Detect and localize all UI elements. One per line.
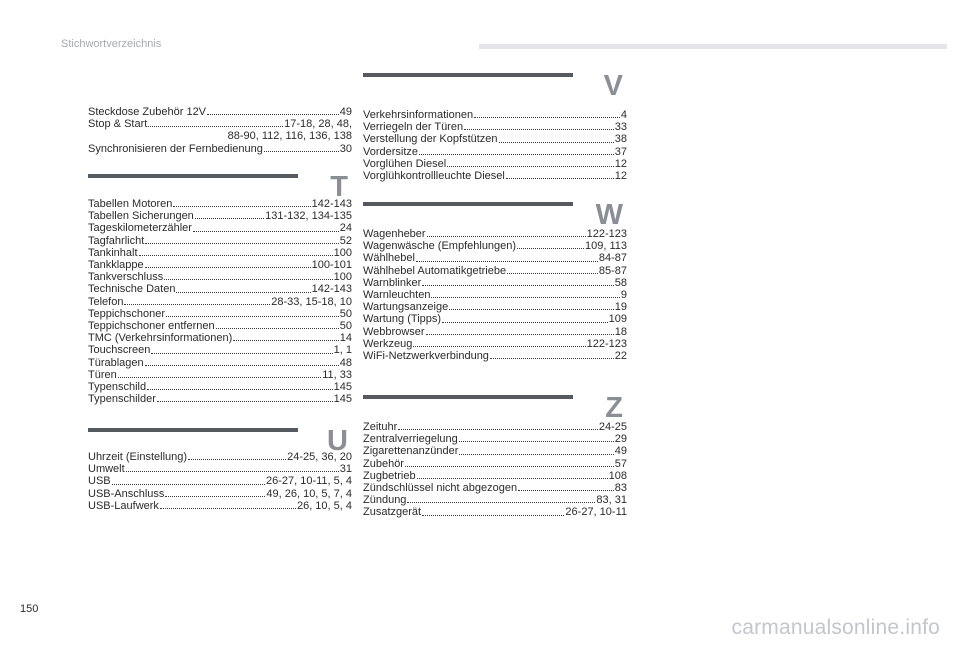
section-letter: U <box>327 425 348 457</box>
index-entry <box>363 121 627 133</box>
index-entry <box>88 369 352 381</box>
index-entry <box>88 247 352 259</box>
dot-leader <box>464 129 614 130</box>
dot-leader <box>126 471 339 472</box>
entry-term: Zusatzgerät <box>363 506 422 519</box>
entry-term: Steckdose Zubehör 12V <box>88 106 207 118</box>
index-entry <box>88 235 352 247</box>
entry-pages: 145 <box>333 381 352 394</box>
entry-pages: 48 <box>339 356 352 369</box>
entry-term: Stop & Start <box>88 118 148 131</box>
entry-pages: 31 <box>339 463 352 476</box>
page-header-title: Stichwortverzeichnis <box>61 38 162 50</box>
entry-pages: 58 <box>614 276 627 289</box>
entry-pages: 50 <box>339 320 352 333</box>
watermark-text: carmanualsonline.info <box>731 616 940 639</box>
dot-leader <box>124 304 270 305</box>
index-entry <box>88 271 352 283</box>
section-w <box>363 198 627 362</box>
section-t <box>88 170 352 405</box>
entry-pages: 49, 26, 10, 5, 7, 4 <box>266 487 352 500</box>
entry-pages: 142-143 <box>311 198 352 210</box>
entry-list <box>363 228 627 362</box>
dot-leader <box>506 178 614 179</box>
index-entry <box>363 252 627 264</box>
entry-pages: 9 <box>620 289 627 302</box>
dot-leader <box>147 389 333 390</box>
index-entry <box>363 265 627 277</box>
section-header <box>363 198 627 238</box>
dot-leader <box>447 166 614 167</box>
index-entry <box>88 283 352 295</box>
index-entry <box>363 433 627 445</box>
dot-leader <box>145 243 338 244</box>
entry-pages: 28-33, 15-18, 10 <box>271 295 352 308</box>
index-entry <box>363 326 627 338</box>
entry-term: Wagenheber <box>363 228 426 240</box>
entry-pages: 85-87 <box>598 264 627 277</box>
entry-term: Technische Daten <box>88 283 176 296</box>
index-entry <box>363 458 627 470</box>
entry-term: Umwelt <box>88 463 125 476</box>
entry-term: Zündung <box>363 494 407 507</box>
entry-pages: 17-18, 28, 48, <box>284 118 352 131</box>
entry-term: Vorglühkontrollleuchte Diesel <box>363 170 505 183</box>
entry-term: Zentralverriegelung <box>363 433 458 446</box>
index-entry <box>363 482 627 494</box>
dot-leader <box>507 273 598 274</box>
section-header <box>88 170 352 210</box>
entry-pages: 84-87 <box>598 252 627 265</box>
entry-term: Tagfahrlicht <box>88 234 145 247</box>
index-entry <box>88 332 352 344</box>
entry-term: Zündschlüssel nicht abgezogen <box>363 482 518 495</box>
index-entry <box>363 109 627 121</box>
section-letter: Z <box>605 392 623 424</box>
dot-leader <box>165 496 265 497</box>
entry-term: Touchscreen <box>88 344 151 357</box>
index-entry <box>88 296 352 308</box>
index-entry <box>88 357 352 369</box>
index-entry <box>363 146 627 158</box>
entry-pages-continued: 88-90, 112, 116, 136, 138 <box>227 130 352 143</box>
entry-term: Tankinhalt <box>88 246 138 259</box>
section-u <box>88 424 352 512</box>
entry-term: Wählhebel <box>363 252 415 265</box>
entry-term: Tabellen Sicherungen <box>88 210 194 223</box>
entry-term: USB-Laufwerk <box>88 499 159 512</box>
index-entry <box>363 277 627 289</box>
index-entry <box>363 240 627 252</box>
entry-term: Verstellung der Kopfstützen <box>363 133 498 146</box>
index-entry <box>88 308 352 320</box>
entry-term: Werkzeug <box>363 337 413 350</box>
entry-pages: 18 <box>614 325 627 338</box>
header-divider-bar <box>479 44 947 49</box>
entry-term: USB-Anschluss <box>88 487 165 500</box>
entry-pages: 83, 31 <box>596 494 627 507</box>
entry-term: Webbrowser <box>363 325 425 338</box>
section-bar <box>88 428 298 432</box>
entry-pages: 19 <box>614 301 627 314</box>
index-entry <box>88 463 352 475</box>
entry-term: Tageskilometerzähler <box>88 222 192 235</box>
entry-term: Verkehrsinformationen <box>363 109 474 121</box>
entry-pages: 38 <box>614 133 627 146</box>
entry-pages: 26, 10, 5, 4 <box>296 499 352 512</box>
entry-term: Vorglühen Diesel <box>363 157 447 170</box>
index-entry <box>88 393 352 405</box>
page-number: 150 <box>20 603 39 615</box>
entry-pages: 100 <box>333 246 352 259</box>
entry-pages: 49 <box>339 106 352 118</box>
dot-leader <box>207 114 339 115</box>
entry-pages: 26-27, 10-11, 5, 4 <box>265 475 352 488</box>
entry-pages: 142-143 <box>311 283 352 296</box>
entry-term: Warnblinker <box>363 276 422 289</box>
dot-leader <box>499 142 614 143</box>
index-entry <box>363 313 627 325</box>
entry-pages: 37 <box>614 145 627 158</box>
index-entry <box>88 488 352 500</box>
dot-leader <box>195 218 264 219</box>
entry-list <box>363 421 627 519</box>
entry-term: Vordersitze <box>363 145 419 158</box>
entry-pages: 33 <box>614 121 627 134</box>
entry-term: Uhrzeit (Einstellung) <box>88 451 188 463</box>
entry-pages: 122-123 <box>586 228 627 240</box>
index-entry <box>363 470 627 482</box>
index-entry <box>88 143 352 155</box>
entry-list <box>88 198 352 405</box>
entry-term: Wartungsanzeige <box>363 301 449 314</box>
entry-pages: 4 <box>620 109 627 121</box>
dot-leader <box>176 292 310 293</box>
dot-leader <box>233 340 338 341</box>
dot-leader <box>148 126 283 127</box>
entry-term: Teppichschoner <box>88 307 166 320</box>
entry-term: USB <box>88 475 111 488</box>
section-s-continued <box>88 106 352 155</box>
dot-leader <box>426 334 614 335</box>
index-entry <box>88 210 352 222</box>
entry-pages: 12 <box>614 170 627 183</box>
entry-pages: 49 <box>614 445 627 458</box>
section-v <box>363 69 627 182</box>
dot-leader <box>442 322 608 323</box>
dot-leader <box>422 515 564 516</box>
entry-pages: 26-27, 10-11 <box>565 506 627 519</box>
entry-pages: 131-132, 134-135 <box>265 210 352 223</box>
entry-pages: 52 <box>339 234 352 247</box>
entry-term: Türen <box>88 368 117 381</box>
entry-term: TMC (Verkehrsinformationen) <box>88 332 233 345</box>
dot-leader <box>474 117 620 118</box>
entry-pages: 1, 1 <box>333 344 352 357</box>
entry-pages: 122-123 <box>586 337 627 350</box>
index-entry <box>363 289 627 301</box>
dot-leader <box>417 478 608 479</box>
entry-term: Türablagen <box>88 356 144 369</box>
section-bar <box>363 73 573 77</box>
entry-term: Typenschilder <box>88 393 156 406</box>
section-bar <box>363 202 573 206</box>
entry-term: Wagenwäsche (Empfehlungen) <box>363 240 517 253</box>
index-entry <box>363 494 627 506</box>
entry-pages: 24 <box>339 222 352 235</box>
entry-pages: 109, 113 <box>584 240 627 253</box>
index-entry <box>88 475 352 487</box>
entry-term: Tankklappe <box>88 259 144 272</box>
entry-pages: 145 <box>333 393 352 406</box>
index-entry <box>363 506 627 518</box>
entry-term: WiFi-Netzwerkverbindung <box>363 350 489 363</box>
section-bar <box>88 174 298 178</box>
entry-term: Synchronisieren der Fernbedienung <box>88 142 263 155</box>
entry-term: Tankverschluss <box>88 271 164 284</box>
index-entry <box>88 222 352 234</box>
entry-term: Zeituhr <box>363 421 398 433</box>
entry-pages: 100-101 <box>311 259 352 272</box>
entry-term: Warnleuchten <box>363 289 431 302</box>
entry-pages: 22 <box>614 350 627 363</box>
entry-pages: 50 <box>339 307 352 320</box>
entry-list <box>363 109 627 182</box>
section-letter: V <box>603 70 623 102</box>
section-header <box>363 69 627 109</box>
entry-pages: 108 <box>608 469 627 482</box>
entry-term: Tabellen Motoren <box>88 198 173 210</box>
dot-leader <box>145 365 339 366</box>
dot-leader <box>112 484 265 485</box>
index-entry <box>363 170 627 182</box>
entry-term: Teppichschoner entfernen <box>88 320 215 333</box>
dot-leader <box>490 358 614 359</box>
index-entry <box>88 381 352 393</box>
dot-leader <box>416 261 598 262</box>
dot-leader <box>157 401 333 402</box>
section-letter: W <box>595 199 623 231</box>
section-bar <box>363 395 573 399</box>
dot-leader <box>139 255 333 256</box>
section-header <box>363 391 627 431</box>
dot-leader <box>264 151 339 152</box>
dot-leader <box>449 309 614 310</box>
dot-leader <box>518 490 614 491</box>
dot-leader <box>407 502 595 503</box>
dot-leader <box>118 377 321 378</box>
entry-pages: 24-25 <box>598 421 627 433</box>
dot-leader <box>459 441 614 442</box>
dot-leader <box>166 316 339 317</box>
dot-leader <box>413 346 585 347</box>
dot-leader <box>419 154 614 155</box>
index-entry <box>363 158 627 170</box>
dot-leader <box>422 285 613 286</box>
entry-term: Wartung (Tipps) <box>363 313 442 326</box>
entry-pages: 30 <box>339 142 352 155</box>
index-entry <box>88 118 352 130</box>
dot-leader <box>193 231 339 232</box>
dot-leader <box>517 248 584 249</box>
entry-term: Zigarettenanzünder <box>363 445 459 458</box>
entry-pages: 11, 33 <box>322 368 352 381</box>
dot-leader <box>459 454 613 455</box>
index-entry <box>363 350 627 362</box>
entry-pages: 57 <box>614 457 627 470</box>
dot-leader <box>164 279 332 280</box>
dot-leader <box>431 297 619 298</box>
index-entry <box>88 500 352 512</box>
index-entry <box>363 301 627 313</box>
entry-term: Verriegeln der Türen <box>363 121 464 134</box>
dot-leader <box>145 267 311 268</box>
entry-term: Typenschild <box>88 381 147 394</box>
index-entry <box>363 133 627 145</box>
section-z <box>363 391 627 519</box>
dot-leader <box>405 466 614 467</box>
entry-pages: 100 <box>333 271 352 284</box>
entry-pages: 29 <box>614 433 627 446</box>
entry-pages: 12 <box>614 157 627 170</box>
index-entry <box>88 259 352 271</box>
dot-leader <box>216 328 339 329</box>
index-entry <box>363 445 627 457</box>
entry-list <box>88 106 352 155</box>
entry-pages: 109 <box>608 313 627 326</box>
entry-term: Zugbetrieb <box>363 469 416 482</box>
section-header <box>88 424 352 464</box>
index-entry <box>88 106 352 118</box>
section-letter: T <box>330 171 348 203</box>
dot-leader <box>160 508 296 509</box>
entry-term: Telefon <box>88 295 124 308</box>
entry-pages: 14 <box>339 332 352 345</box>
entry-term: Zubehör <box>363 457 404 470</box>
index-entry <box>88 320 352 332</box>
entry-pages: 24-25, 36, 20 <box>287 451 352 463</box>
index-entry <box>363 338 627 350</box>
dot-leader <box>151 353 332 354</box>
entry-pages: 83 <box>614 482 627 495</box>
index-entry <box>88 344 352 356</box>
entry-term: Wählhebel Automatikgetriebe <box>363 264 507 277</box>
